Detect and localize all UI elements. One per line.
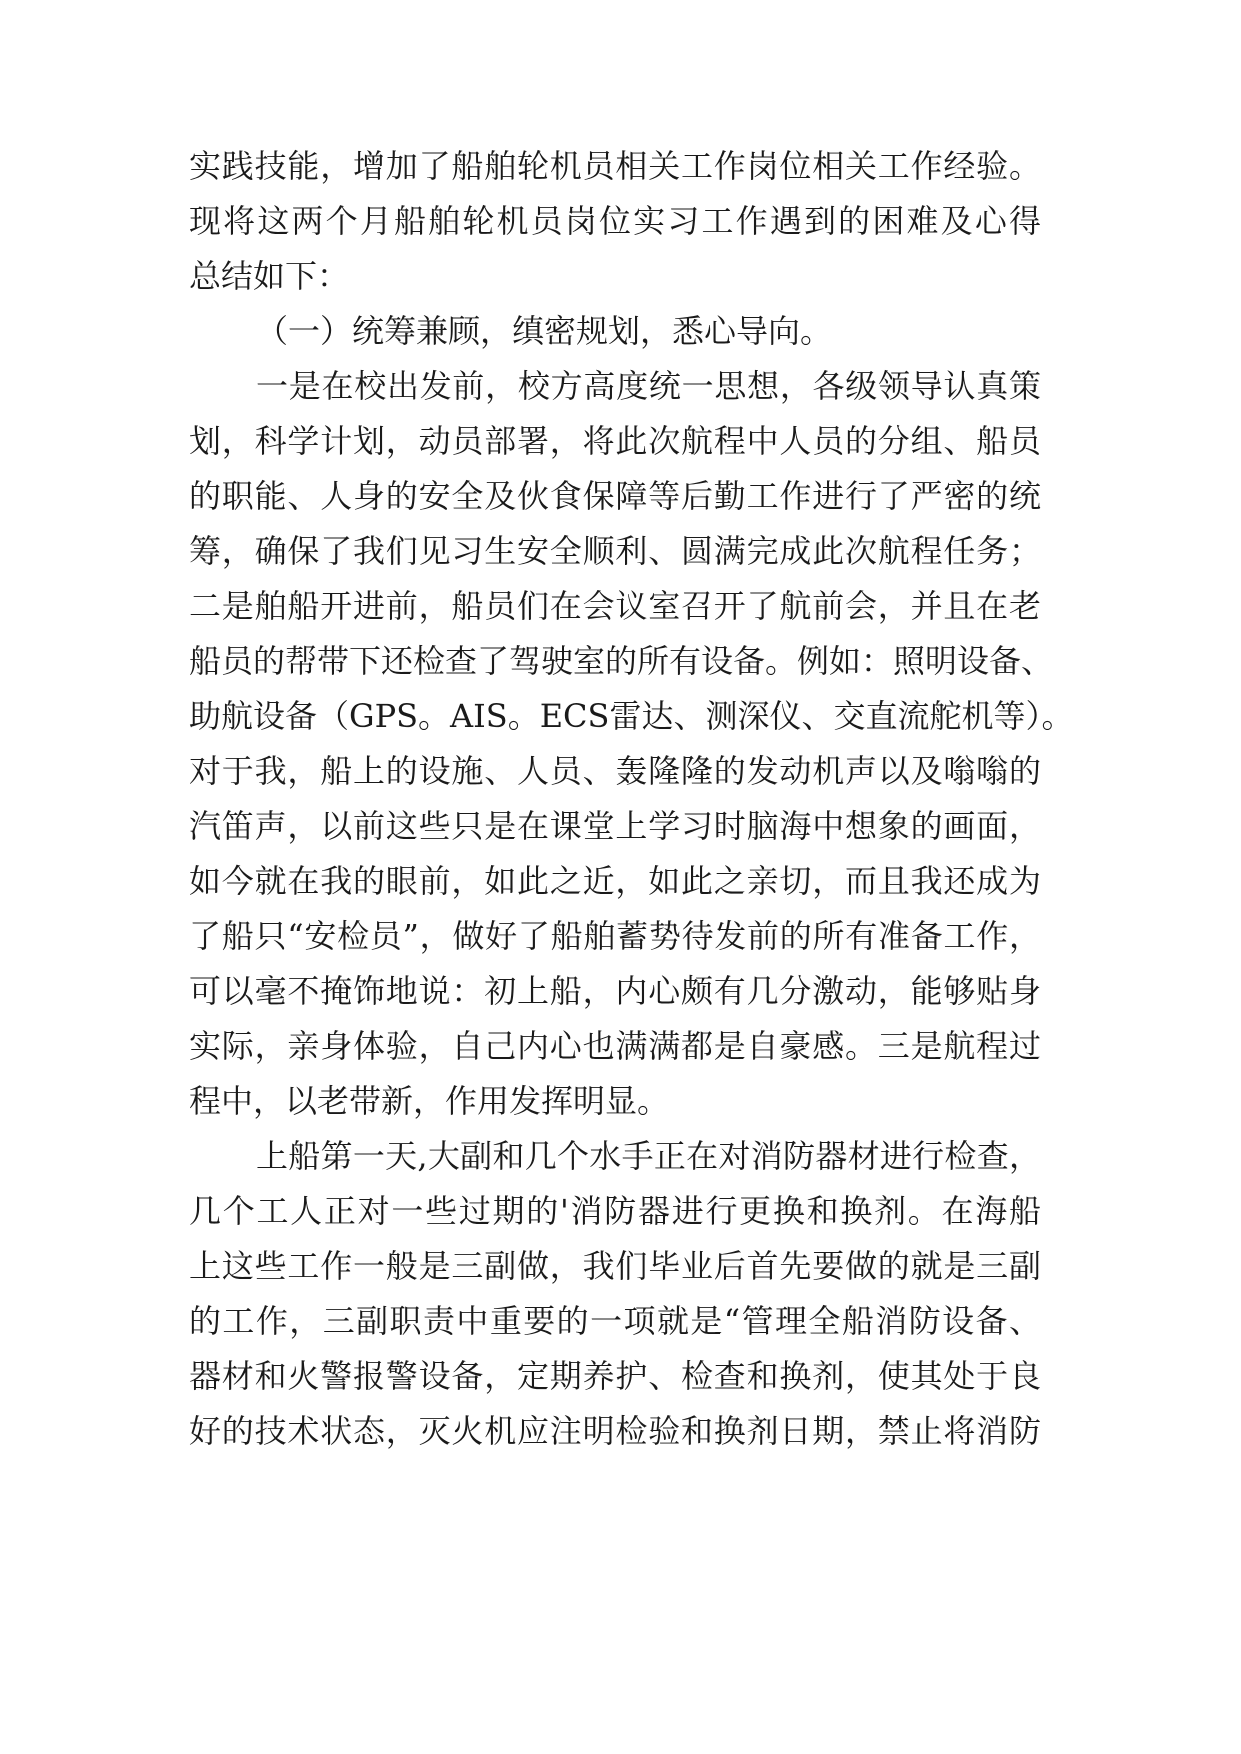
text-line: 好的技术状态，灭火机应注明检验和换剂日期，禁止将消防	[189, 1412, 1041, 1450]
text-line: 上这些工作一般是三副做，我们毕业后首先要做的就是三副	[189, 1247, 1041, 1285]
text-line: 的工作，三副职责中重要的一项就是“管理全船消防设备、	[189, 1302, 1041, 1340]
text-line: 实践技能，增加了船舶轮机员相关工作岗位相关工作经验。	[189, 147, 1041, 185]
text-line: 实际，亲身体验，自己内心也满满都是自豪感。三是航程过	[189, 1027, 1041, 1065]
text-line: 的职能、人身的安全及伙食保障等后勤工作进行了严密的统	[189, 477, 1041, 515]
text-line: 如今就在我的眼前，如此之近，如此之亲切，而且我还成为	[189, 862, 1041, 900]
text-line: 现将这两个月船舶轮机员岗位实习工作遇到的困难及心得	[189, 202, 1041, 240]
text-line: 总结如下：	[189, 257, 350, 295]
text-line: 可以毫不掩饰地说：初上船，内心颇有几分激动，能够贴身	[189, 972, 1041, 1010]
text-line: 器材和火警报警设备，定期养护、检查和换剂，使其处于良	[189, 1357, 1041, 1395]
text-line: 筹，确保了我们见习生安全顺利、圆满完成此次航程任务；	[189, 532, 1041, 570]
text-line: 了船只“安检员”，做好了船舶蓄势待发前的所有准备工作，	[189, 917, 1041, 955]
text-line: 助航设备（GPS。AIS。ECS雷达、测深仪、交直流舵机等）。	[189, 697, 1074, 735]
text-line: 汽笛声，以前这些只是在课堂上学习时脑海中想象的画面，	[189, 807, 1041, 845]
text-line: 一是在校出发前，校方高度统一思想，各级领导认真策	[256, 367, 1041, 405]
text-line: 几个工人正对一些过期的'消防器进行更换和换剂。在海船	[189, 1192, 1041, 1230]
text-line: 划，科学计划，动员部署，将此次航程中人员的分组、船员	[189, 422, 1041, 460]
text-line: 上船第一天,大副和几个水手正在对消防器材进行检查，	[256, 1137, 1041, 1175]
text-line: 二是舶船开进前，船员们在会议室召开了航前会，并且在老	[189, 587, 1041, 625]
section-heading: （一）统筹兼顾，缜密规划，悉心导向。	[256, 312, 833, 350]
text-line: 船员的帮带下还检查了驾驶室的所有设备。例如：照明设备、	[189, 642, 1054, 680]
text-line: 程中，以老带新，作用发挥明显。	[189, 1082, 670, 1120]
text-line: 对于我，船上的设施、人员、轰隆隆的发动机声以及嗡嗡的	[189, 752, 1041, 790]
